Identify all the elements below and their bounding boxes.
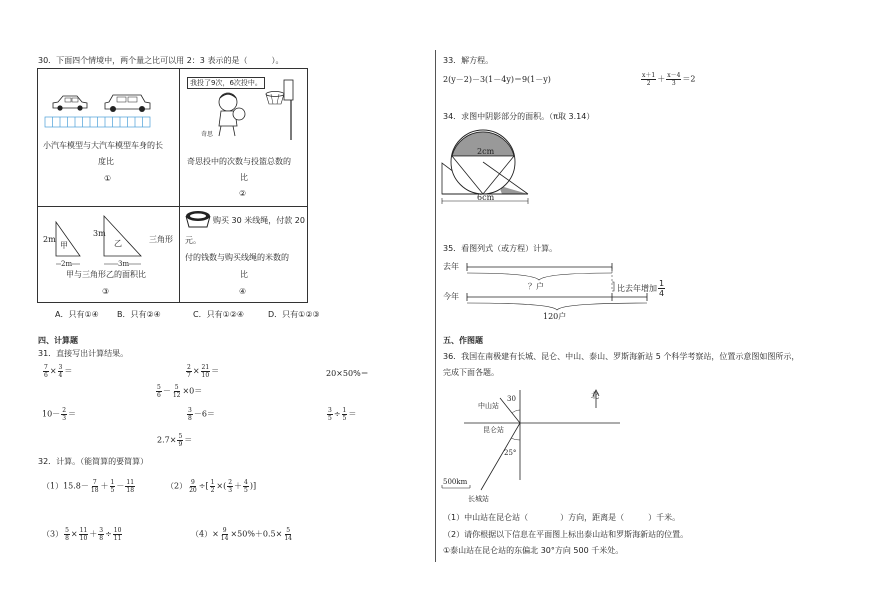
- speech-bubble: 我投了9次，6次投中。: [187, 77, 265, 89]
- triangle-jia-label: 甲: [60, 241, 68, 250]
- q30-cell4-line4: 比: [240, 270, 248, 279]
- option-c[interactable]: C．只有①②④: [193, 310, 245, 319]
- section-4-title: 四、计算题: [38, 336, 78, 345]
- q30-cell2-caption: 奇思投中的次数与投篮总数的: [187, 157, 291, 166]
- q36-stem-2: 完成下面各题。: [443, 368, 499, 377]
- q30-cell2-name: 奇思: [201, 131, 214, 138]
- q32-expr-2: （2） $\frac{9}{20}$ ÷[ $\frac{1}{2}$ ×( $\frac{2}{3}$ ＋ $\frac{4}{5}$ )]: [166, 479, 257, 494]
- q31-expr-8: 2.7× $\frac{5}{9}$ ＝: [157, 433, 193, 448]
- q32-expr-3: （3） $\frac{5}{8}$ × $\frac{11}{10}$ ＋ $\frac{3}{8}$ ÷ $\frac{10}{11}$: [42, 527, 122, 542]
- q32-stem: 32．计算。（能简算的要简算）: [38, 457, 149, 466]
- station-map: [440, 388, 630, 508]
- q30-cell1-number: ①: [104, 174, 112, 183]
- label-last-year: 去年: [443, 262, 459, 271]
- changcheng-station-label: 长城站: [468, 495, 489, 503]
- north-label: 北: [591, 391, 599, 400]
- option-d[interactable]: D．只有①②③: [268, 310, 320, 319]
- label-increase: 比去年增加 $\frac{1}{4}$: [617, 279, 665, 298]
- triangle-jia-base: 2m: [61, 260, 73, 268]
- label-120-households: 120户: [543, 312, 567, 321]
- q31-expr-6: $\frac{3}{5}$ ÷ $\frac{1}{5}$ ＝: [328, 407, 357, 422]
- q30-cell1-caption-2: 度比: [98, 157, 114, 166]
- triangle-yi-label: 乙: [114, 239, 122, 248]
- q30-cell2-caption-2: 比: [240, 173, 248, 182]
- q30-cell3-number: ③: [102, 287, 110, 296]
- q31-stem: 31．直接写出计算结果。: [38, 349, 129, 358]
- scale-label: 500km: [443, 478, 468, 486]
- q33-equation-1: 2(y－2)－3(1－4y)＝9(1－y): [443, 75, 551, 84]
- label-6cm: 6cm: [477, 193, 495, 202]
- q36-sub-1: （1）中山站在昆仑站（ ）方向，距离是（ ）千米。: [443, 513, 681, 522]
- q30-cell1-caption: 小汽车模型与大汽车模型车身的长: [43, 141, 163, 150]
- q34-stem: 34．求图中阴影部分的面积。（π取 3.14）: [443, 112, 595, 121]
- q31-expr-4: 10－ $\frac{2}{3}$ ＝: [42, 407, 77, 422]
- kunlun-station-label: 昆仑站: [483, 426, 504, 434]
- car-models-illustration: [45, 92, 165, 130]
- q35-stem: 35．看图列式（或方程）计算。: [443, 244, 558, 253]
- q31-expr-2: $\frac{2}{7}$ × $\frac{21}{10}$ ＝: [187, 364, 220, 379]
- triangle-suffix: 三角形: [149, 235, 173, 244]
- triangle-yi-base: 3m: [118, 260, 130, 268]
- option-a[interactable]: A．只有①④: [55, 310, 99, 319]
- q36-stem-1: 36．我国在南极建有长城、昆仑、中山、泰山、罗斯海新站 5 个科学考察站，位置示意图如图所示，: [443, 352, 800, 361]
- q31-expr-1: $\frac{7}{6}$ × $\frac{3}{4}$ ＝: [44, 364, 73, 379]
- q30-cell4-number: ④: [239, 287, 247, 296]
- zhongshan-station-label: 中山站: [478, 402, 499, 410]
- rope-coil-icon: [184, 209, 212, 231]
- angle-30-label: 30: [507, 395, 516, 403]
- q33-stem: 33．解方程。: [443, 56, 494, 65]
- label-2cm: 2cm: [477, 147, 495, 156]
- section-5-title: 五、作图题: [443, 336, 483, 345]
- angle-25-label: 25°: [504, 449, 517, 457]
- q30-cell4-line1: 购买 30 米线绳，付款 20: [213, 216, 305, 225]
- q30-cell-1: [37, 68, 180, 207]
- q32-expr-1: （1）15.8－ $\frac{7}{18}$ ＋ $\frac{1}{5}$ － $\frac{11}{18}$: [42, 479, 135, 494]
- label-unknown-households: ？户: [528, 282, 544, 291]
- triangle-jia-height: 2m: [43, 235, 56, 244]
- triangle-yi-height: 3m: [93, 229, 106, 238]
- label-this-year: 今年: [443, 292, 459, 301]
- column-divider: [435, 50, 436, 562]
- q33-equation-2: $\frac{x+1}{2}$ ＋ $\frac{x-4}{3}$ ＝2: [642, 72, 696, 87]
- q30-cell4-line3: 付的钱数与购买线绳的米数的: [185, 253, 289, 262]
- q30-stem: 30．下面四个情境中，两个量之比可以用 2：3 表示的是（ ）。: [38, 56, 284, 65]
- q36-sub-3: ①泰山站在昆仑站的东偏北 30°方向 500 千米处。: [443, 546, 624, 555]
- option-b[interactable]: B．只有②④: [117, 310, 161, 319]
- q36-sub-2: （2）请你根据以下信息在平面图上标出泰山站和罗斯海新站的位置。: [443, 530, 689, 539]
- q32-expr-4: （4）× $\frac{9}{14}$ ×50%＋0.5× $\frac{5}{14}$: [191, 527, 292, 542]
- q30-cell4-line2: 元。: [185, 236, 201, 245]
- q30-cell3-caption: 甲与三角形乙的面积比: [66, 270, 146, 279]
- q31-expr-3: $\frac{5}{6}$ － $\frac{5}{12}$ ×0＝: [157, 384, 203, 399]
- q31-expr-5: $\frac{3}{8}$ －6＝: [188, 407, 215, 422]
- q31-expr-7: 20×50%＝: [326, 369, 369, 378]
- q30-cell2-number: ②: [239, 189, 247, 198]
